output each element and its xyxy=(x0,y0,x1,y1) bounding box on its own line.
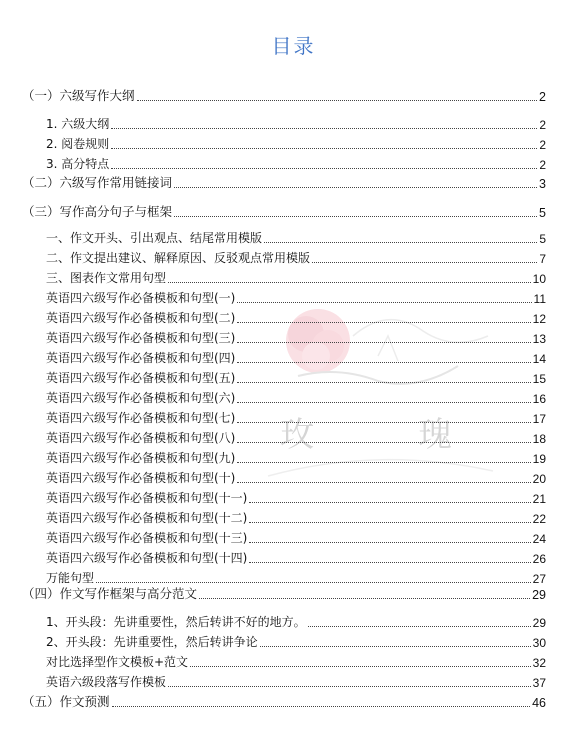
toc-entry-page-number: 11 xyxy=(533,292,546,306)
toc-entry[interactable] xyxy=(46,136,546,152)
toc-entry-label: 2、开头段：先讲重要性，然后转讲争论 xyxy=(46,635,258,649)
toc-entry-label: 英语四六级写作必备模板和句型(一) xyxy=(46,291,236,305)
toc-entry-page-number: 2 xyxy=(539,90,546,104)
toc-entry-page-number: 29 xyxy=(532,616,546,630)
dot-leader xyxy=(237,421,530,423)
toc-entry-label: 三、图表作文常用句型 xyxy=(46,271,167,285)
toc-entry[interactable] xyxy=(22,88,546,104)
watermark-char-2: 瑰 xyxy=(418,415,452,455)
toc-entry[interactable] xyxy=(46,450,546,466)
toc-entry-page-number: 21 xyxy=(532,492,546,506)
toc-entry-page-number: 12 xyxy=(532,312,546,326)
toc-entry[interactable] xyxy=(46,270,546,286)
toc-entry[interactable] xyxy=(46,330,546,346)
dot-leader xyxy=(264,241,537,243)
toc-entry-page-number: 22 xyxy=(532,512,546,526)
dot-leader xyxy=(199,597,530,599)
toc-entry-label: 英语六级段落写作模板 xyxy=(46,675,167,689)
toc-entry[interactable] xyxy=(46,350,546,366)
dot-leader xyxy=(249,561,530,563)
toc-entry-page-number: 26 xyxy=(532,552,546,566)
toc-entry-page-number: 24 xyxy=(532,532,546,546)
toc-entry-page-number: 37 xyxy=(532,676,546,690)
toc-entry-label: 一、作文开头、引出观点、结尾常用模版 xyxy=(46,231,263,245)
dot-leader xyxy=(168,685,531,687)
toc-entry[interactable] xyxy=(46,550,546,566)
toc-entry-page-number: 13 xyxy=(532,332,546,346)
toc-entry-label: 英语四六级写作必备模板和句型(二) xyxy=(46,311,236,325)
toc-entry-page-number: 32 xyxy=(532,656,546,670)
toc-entry-label: （二）六级写作常用链接词 xyxy=(22,175,173,190)
toc-entry[interactable] xyxy=(46,654,546,670)
toc-entry-label: 万能句型 xyxy=(46,571,95,585)
dot-leader xyxy=(237,441,530,443)
dot-leader xyxy=(237,321,530,323)
dot-leader xyxy=(308,625,531,627)
toc-entry[interactable] xyxy=(46,390,546,406)
toc-entry[interactable] xyxy=(46,430,546,446)
toc-entry-label: 英语四六级写作必备模板和句型(十二) xyxy=(46,511,248,525)
toc-entry-page-number: 5 xyxy=(539,206,546,220)
dot-leader xyxy=(111,147,537,149)
toc-entry-page-number: 20 xyxy=(532,472,546,486)
toc-entry[interactable] xyxy=(46,530,546,546)
toc-entry[interactable] xyxy=(46,410,546,426)
dot-leader xyxy=(168,281,531,283)
toc-entry[interactable] xyxy=(46,116,546,132)
watermark-char-1: 玫 xyxy=(280,415,314,455)
toc-entry-page-number: 2 xyxy=(539,118,546,132)
toc-entry[interactable] xyxy=(22,694,546,710)
dot-leader xyxy=(249,501,530,503)
dot-leader xyxy=(312,261,537,263)
toc-entry-page-number: 2 xyxy=(539,158,546,172)
toc-entry-page-number: 2 xyxy=(539,138,546,152)
toc-entry-label: 英语四六级写作必备模板和句型(十三) xyxy=(46,531,248,545)
dot-leader xyxy=(260,645,531,647)
dot-leader xyxy=(190,665,531,667)
toc-entry-page-number: 14 xyxy=(532,352,546,366)
toc-entry-page-number: 5 xyxy=(539,232,546,246)
toc-entry-label: 对比选择型作文模板+范文 xyxy=(46,655,189,669)
toc-entry-page-number: 3 xyxy=(539,177,546,191)
dot-leader xyxy=(237,481,530,483)
toc-entry-page-number: 7 xyxy=(539,252,546,266)
toc-entry-page-number: 19 xyxy=(532,452,546,466)
toc-entry-label: 英语四六级写作必备模板和句型(五) xyxy=(46,371,236,385)
toc-entry-label: 英语四六级写作必备模板和句型(八) xyxy=(46,431,236,445)
toc-entry-label: 英语四六级写作必备模板和句型(三) xyxy=(46,331,236,345)
toc-entry-label: 1、开头段：先讲重要性，然后转讲不好的地方。 xyxy=(46,615,306,629)
toc-entry[interactable] xyxy=(22,175,546,191)
toc-entry[interactable] xyxy=(22,586,546,602)
toc-entry-label: 英语四六级写作必备模板和句型(十一) xyxy=(46,491,248,505)
toc-entry-label: 3. 高分特点 xyxy=(46,157,110,171)
dot-leader xyxy=(237,301,531,303)
toc-entry[interactable] xyxy=(46,490,546,506)
page-title: 目录 xyxy=(271,34,316,58)
toc-entry[interactable] xyxy=(46,510,546,526)
toc-entry[interactable] xyxy=(22,204,546,220)
dot-leader xyxy=(237,361,530,363)
dot-leader xyxy=(249,541,530,543)
toc-entry-label: （五）作文预测 xyxy=(22,694,110,709)
dot-leader xyxy=(96,581,531,583)
toc-entry-label: 英语四六级写作必备模板和句型(十) xyxy=(46,471,236,485)
toc-entry-label: 英语四六级写作必备模板和句型(十四) xyxy=(46,551,248,565)
toc-entry-label: 英语四六级写作必备模板和句型(七) xyxy=(46,411,236,425)
toc-entry-label: （一）六级写作大纲 xyxy=(22,88,135,103)
toc-entry-page-number: 30 xyxy=(532,636,546,650)
toc-entry[interactable] xyxy=(46,634,546,650)
toc-entry-page-number: 27 xyxy=(532,572,546,586)
toc-entry-page-number: 46 xyxy=(532,696,546,710)
dot-leader xyxy=(237,341,530,343)
toc-entry-page-number: 29 xyxy=(532,588,546,602)
toc-entry-page-number: 17 xyxy=(532,412,546,426)
toc-entry[interactable] xyxy=(46,310,546,326)
toc-entry-page-number: 18 xyxy=(532,432,546,446)
toc-entry[interactable] xyxy=(46,470,546,486)
dot-leader xyxy=(112,705,531,707)
toc-entry[interactable] xyxy=(46,370,546,386)
toc-entry[interactable] xyxy=(46,230,546,246)
toc-entry-label: （三）写作高分句子与框架 xyxy=(22,204,173,219)
toc-entry-label: 2. 阅卷规则 xyxy=(46,137,110,151)
toc-entry-label: 英语四六级写作必备模板和句型(九) xyxy=(46,451,236,465)
toc-entry[interactable] xyxy=(46,250,546,266)
toc-entry-page-number: 15 xyxy=(532,372,546,386)
toc-entry-label: 1. 六级大纲 xyxy=(46,117,110,131)
dot-leader xyxy=(249,521,530,523)
dot-leader xyxy=(174,215,537,217)
dot-leader xyxy=(174,186,537,188)
toc-entry[interactable] xyxy=(46,290,546,306)
toc-entry-label: 英语四六级写作必备模板和句型(六) xyxy=(46,391,236,405)
toc-entry-label: （四）作文写作框架与高分范文 xyxy=(22,586,198,601)
toc-entry[interactable] xyxy=(46,156,546,172)
toc-entry-label: 二、作文提出建议、解释原因、反驳观点常用模版 xyxy=(46,251,311,265)
dot-leader xyxy=(237,381,530,383)
toc-entry[interactable] xyxy=(46,674,546,690)
toc-entry-page-number: 10 xyxy=(532,272,546,286)
toc-entry-page-number: 16 xyxy=(532,392,546,406)
toc-entry-label: 英语四六级写作必备模板和句型(四) xyxy=(46,351,236,365)
dot-leader xyxy=(111,167,537,169)
dot-leader xyxy=(237,461,530,463)
dot-leader xyxy=(111,127,537,129)
dot-leader xyxy=(237,401,530,403)
dot-leader xyxy=(137,99,538,101)
toc-entry[interactable] xyxy=(46,614,546,630)
